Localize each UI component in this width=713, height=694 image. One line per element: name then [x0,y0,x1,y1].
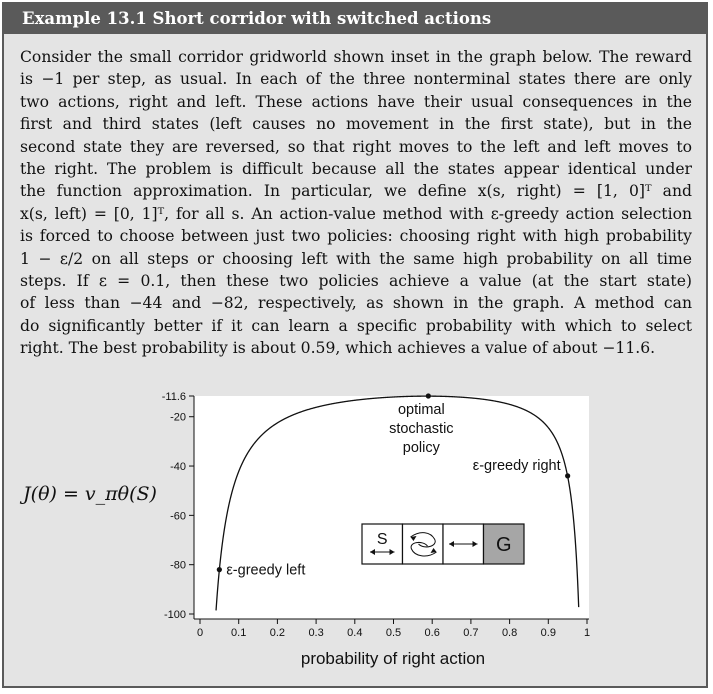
body-line: is forced to choose between just two policies: choosing right with high probability [20,227,692,246]
data-point [565,473,570,478]
x-tick-label: 0.7 [463,627,479,639]
body-line: do significantly better if it can learn a specific probability with which to select [20,316,692,335]
body-line: second state they are reversed, so that right moves to the left and left moves to [20,137,692,156]
x-tick-label: 0.8 [501,627,518,639]
y-tick-label: -100 [163,609,186,621]
data-point [426,393,431,398]
x-tick-label: 0.2 [269,627,286,639]
body-line: right. The best probability is about 0.59, which achieves a value of about −11.6. [20,339,656,358]
x-tick-label: 0.6 [424,627,440,639]
x-axis-label: probability of right action [300,649,486,668]
x-tick-label: 0.5 [385,627,402,639]
y-tick-label: -60 [170,510,186,523]
x-tick-label: 0.9 [540,627,556,639]
y-tick-label: -40 [170,461,186,474]
example-title: Example 13.1 Short corridor with switched actions [4,4,706,34]
body-line: two actions, right and left. These actions have their usual consequences in the [20,92,692,111]
body-line: is −1 per step, as usual. In each of the three nonterminal states there are only [20,70,692,89]
y-tick-label: -20 [170,411,186,424]
body-line: Consider the small corridor gridworld shown inset in the graph below. The reward [20,48,692,66]
corridor-cell [403,524,444,564]
body-line: 1 − ε/2 on all steps or choosing left with the same high probability on all time [20,249,692,268]
body-line: steps. If ε = 0.1, then these two policies achieve a value (at the start state) [20,272,692,291]
goal-label: G [495,534,512,556]
body-line: first and third states (left causes no movement in the first state), but in the [20,115,692,134]
point-label: ε-greedy right [472,457,561,474]
point-label: optimal stochastic policy [389,402,454,456]
x-tick-label: 1 [583,627,591,639]
start-label: S [376,531,388,548]
x-tick-label: 0.4 [347,627,363,639]
x-tick-label: 0.3 [308,627,324,639]
body-line: of less than −44 and −82, respectively, as shown in the graph. A method can [20,294,692,313]
point-label: ε-greedy left [226,562,306,579]
body-line: the right. The problem is difficult because all the states appear identical under [20,160,692,179]
x-tick-label: 0 [196,627,204,639]
data-point [217,567,222,572]
x-tick-label: 0.1 [231,627,247,639]
body-line: the function approximation. In particular, we define x(s, right) = [1, 0]ᵀ and [20,182,692,201]
body-line: x(s, left) = [0, 1]ᵀ, for all s. An action-value method with ε-greedy action selection [20,204,692,223]
y-axis-label: J(θ) = v_πθ(S) [23,483,157,505]
y-tick-label: -80 [170,559,186,572]
corridor-inset [362,524,524,564]
y-tick-label: -11.6 [161,391,186,403]
